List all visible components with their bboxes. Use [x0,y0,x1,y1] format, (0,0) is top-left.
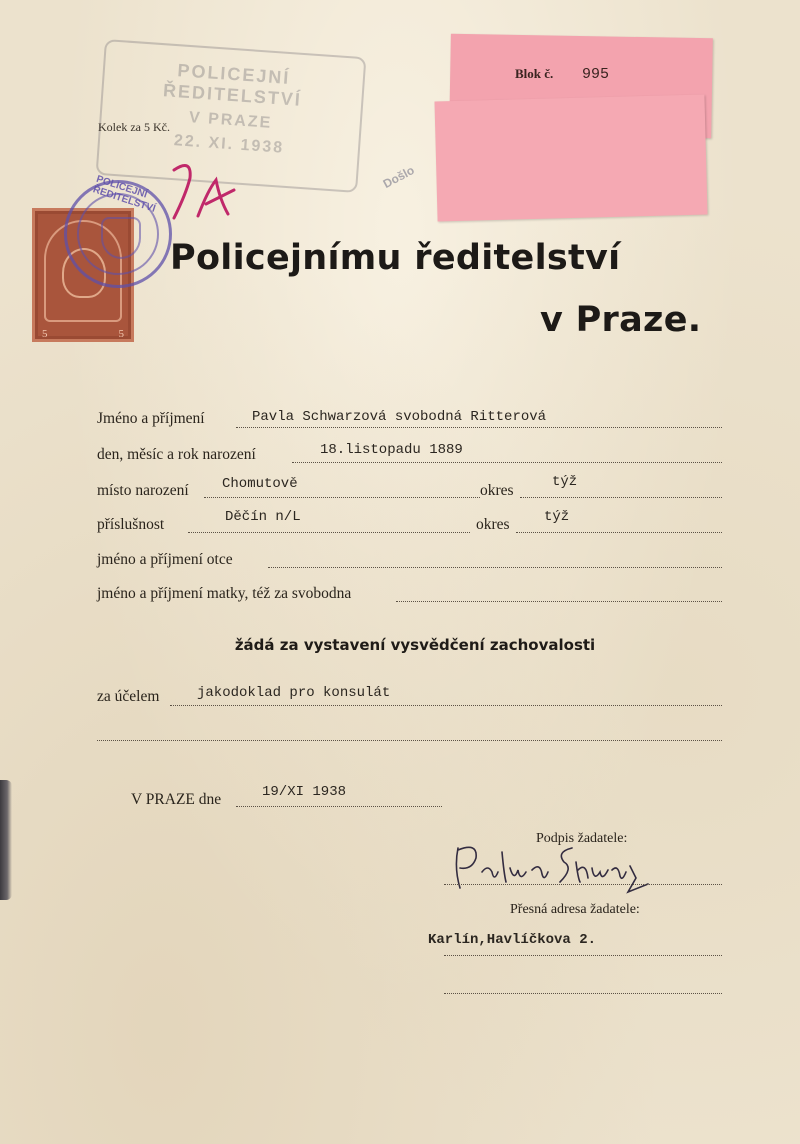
date-value: 19/XI 1938 [262,784,347,800]
date-line [236,806,442,807]
applicant-signature [452,838,652,896]
blok-label: Blok č. [515,66,554,81]
title-line-2: v Praze. [540,300,702,340]
domicile-district-line [516,532,722,533]
pink-slip-faint-print [498,121,681,200]
domicile-district-label: okres [476,516,510,533]
police-round-seal [64,173,172,288]
birth-date-label: den, měsíc a rok narození [97,446,256,463]
domicile-district-value: týž [544,509,570,525]
purpose-line [170,705,722,706]
signature-line [444,884,722,885]
crest-icon [101,217,141,259]
request-heading-text: žádá za vystavení vysvědčení zachovalosti [234,636,596,654]
mother-line [396,601,722,602]
address-line-2 [444,993,722,994]
handwritten-mark-icon [168,160,248,230]
request-heading [0,636,800,654]
domicile-value: Děčín n/L [225,509,301,525]
name-value: Pavla Schwarzová svobodná Ritterová [252,409,547,425]
place-date-label: V PRAZE dne [131,791,222,808]
purpose-line-2 [97,740,722,741]
domicile-label: příslušnost [97,516,165,533]
mother-label: jméno a příjmení matky, též za svobodna [97,585,352,602]
birthplace-label: místo narození [97,482,189,499]
received-stamp: Došlo [380,162,417,192]
birth-date-value: 18.listopadu 1889 [320,442,463,458]
blok-number: 995 [582,66,610,83]
name-label: Jméno a příjmení [97,410,205,427]
faded-stamp-line-1: POLICEJNÍ ŘEDITELSTVÍ [162,60,303,110]
address-line [444,955,722,956]
title-line-1: Policejnímu ředitelství [170,238,621,278]
birthplace-district-value: týž [552,474,578,490]
kolek-label: Kolek za 5 Kč. [98,120,170,134]
birthplace-district-label: okres [480,482,514,499]
birthplace-line [204,497,480,498]
domicile-line [188,532,470,533]
birthplace-district-line [520,497,722,498]
faded-stamp-line-2: V PRAZE [188,109,273,132]
address-label: Přesná adresa žadatele: [510,902,640,917]
father-line [268,567,722,568]
revenue-stamp-value-right: 5 [118,328,124,340]
seal-text: POLICEJNÍ ŘEDITELSTVÍ [91,173,157,215]
binding-edge [0,780,12,900]
signature-label: Podpis žadatele: [536,831,628,846]
address-value: Karlín,Havlíčkova 2. [428,932,597,948]
birth-date-line [292,462,722,463]
purpose-label: za účelem [97,688,160,705]
father-label: jméno a příjmení otce [97,551,233,568]
purpose-value: jakodoklad pro konsulát [197,685,391,701]
name-line [236,427,722,428]
faded-stamp-line-3: 22. XI. 1938 [173,132,285,157]
revenue-stamp-value-left: 5 [42,328,48,340]
birthplace-value: Chomutově [222,476,298,492]
